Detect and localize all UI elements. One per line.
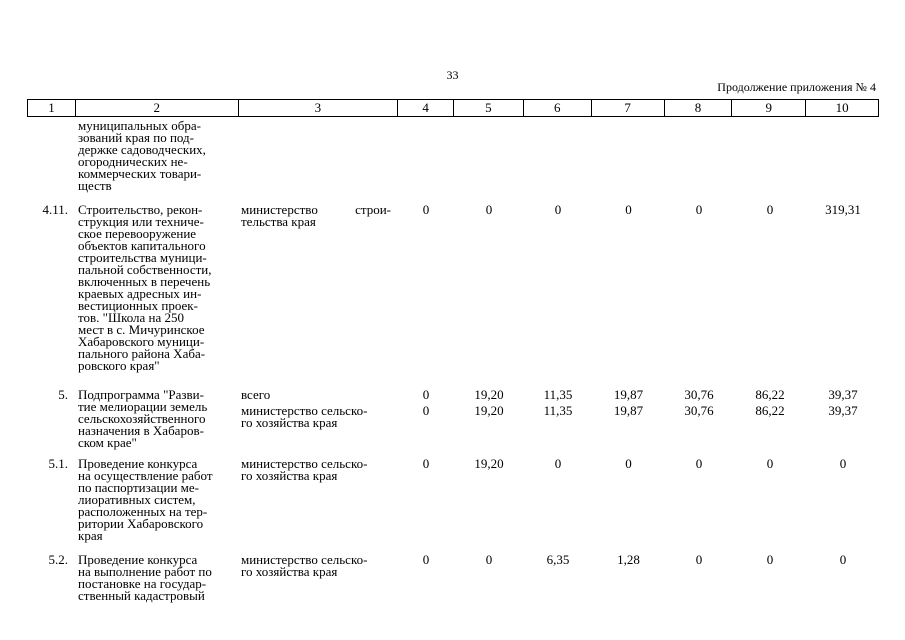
value-col6: 6,35 <box>546 552 570 567</box>
row-number: 5.2. <box>48 552 68 567</box>
value-col7: 19,87 <box>613 387 644 402</box>
row-name: муниципальных обра- зований края по под- держке садоводческих, огороднических не- коммерческих товари- ществ <box>78 118 206 193</box>
value-col5: 0 <box>485 552 493 567</box>
value-col6: 0 <box>554 456 562 471</box>
row-number: 5.1. <box>48 456 68 471</box>
value-col9: 86,22 <box>755 403 785 418</box>
value-col4: 0 <box>422 387 430 402</box>
value-col8: 0 <box>695 202 703 217</box>
row-number: 5. <box>58 387 68 402</box>
value-col9: 0 <box>766 202 774 217</box>
value-col10: 319,31 <box>825 202 861 217</box>
value-col7: 0 <box>625 202 632 217</box>
value-col8: 30,76 <box>684 387 714 402</box>
value-col10: 39,37 <box>828 387 858 402</box>
executor-line: министерство сельско- <box>241 403 368 418</box>
value-col8: 0 <box>695 456 703 471</box>
col-header-5: 5 <box>454 100 524 116</box>
value-col4: 0 <box>422 456 430 471</box>
col-header-8: 8 <box>665 100 733 116</box>
executor-line: министерство сельско- <box>241 552 368 567</box>
row-executor <box>241 458 391 482</box>
value-col6: 11,35 <box>543 403 573 418</box>
row-executor <box>241 554 391 578</box>
page-number: 33 <box>446 68 459 82</box>
executor-word: министерство <box>241 202 318 217</box>
value-col8: 30,76 <box>684 403 714 418</box>
value-col5: 0 <box>485 202 493 217</box>
row-name: Проведение конкурса на осуществление работ по паспортизации ме- лиоративных систем, расположенных на тер- ритории Хабаровского края <box>78 456 213 543</box>
executor-line: го хозяйства края <box>241 564 338 579</box>
value-col9: 86,22 <box>755 387 785 402</box>
value-col7: 0 <box>625 456 632 471</box>
value-col4: 0 <box>422 403 430 418</box>
row-name: Проведение конкурса на выполнение работ по постановке на государ- ственный кадастровый <box>78 552 212 603</box>
executor-line: го хозяйства края <box>241 415 338 430</box>
value-col9: 0 <box>766 456 774 471</box>
value-col4: 0 <box>422 552 430 567</box>
value-col6: 11,35 <box>543 387 573 402</box>
executor-total: всего <box>241 387 271 402</box>
col-header-1: 1 <box>28 100 76 116</box>
row-executor <box>241 204 391 228</box>
value-col10: 0 <box>839 552 847 567</box>
col-header-10: 10 <box>835 100 849 115</box>
value-col8: 0 <box>695 552 703 567</box>
table-header <box>27 99 879 117</box>
value-col5: 19,20 <box>474 387 504 402</box>
row-executor <box>241 389 391 429</box>
value-col5: 19,20 <box>474 456 504 471</box>
row-name: Подпрограмма "Разви- тие мелиорации земель сельскохозяйственного назначения в Хабаров- ском крае" <box>78 387 208 450</box>
executor-word: строи- <box>355 202 391 217</box>
value-col10: 0 <box>839 456 847 471</box>
value-col7: 1,28 <box>617 552 640 567</box>
continuation-label: Продолжение приложения № 4 <box>717 80 876 94</box>
col-header-7: 7 <box>592 100 665 116</box>
row-name: Строительство, рекон- струкция или техниче- ское перевооружение объектов капитального строительства муници- пальной собственности, включенных в перечень краевых адресных ин- вестиционных проек- тов. "Школа на 250 мест в с. Мичуринское Хабаровского муници- пального района Хаба- ровского края" <box>78 202 212 373</box>
executor-line: министерство сельско- <box>241 456 368 471</box>
col-header-6: 6 <box>524 100 592 116</box>
row-number: 4.11. <box>42 202 68 217</box>
value-col5: 19,20 <box>474 403 504 418</box>
value-col7: 19,87 <box>613 403 644 418</box>
value-col10: 39,37 <box>828 403 858 418</box>
col-header-4: 4 <box>398 100 454 116</box>
col-header-2: 2 <box>76 100 239 116</box>
executor-line: тельства края <box>241 214 316 229</box>
col-header-3: 3 <box>239 100 399 116</box>
value-col6: 0 <box>554 202 562 217</box>
executor-line: го хозяйства края <box>241 468 338 483</box>
value-col9: 0 <box>766 552 774 567</box>
col-header-9: 9 <box>732 100 806 116</box>
value-col4: 0 <box>422 202 430 217</box>
